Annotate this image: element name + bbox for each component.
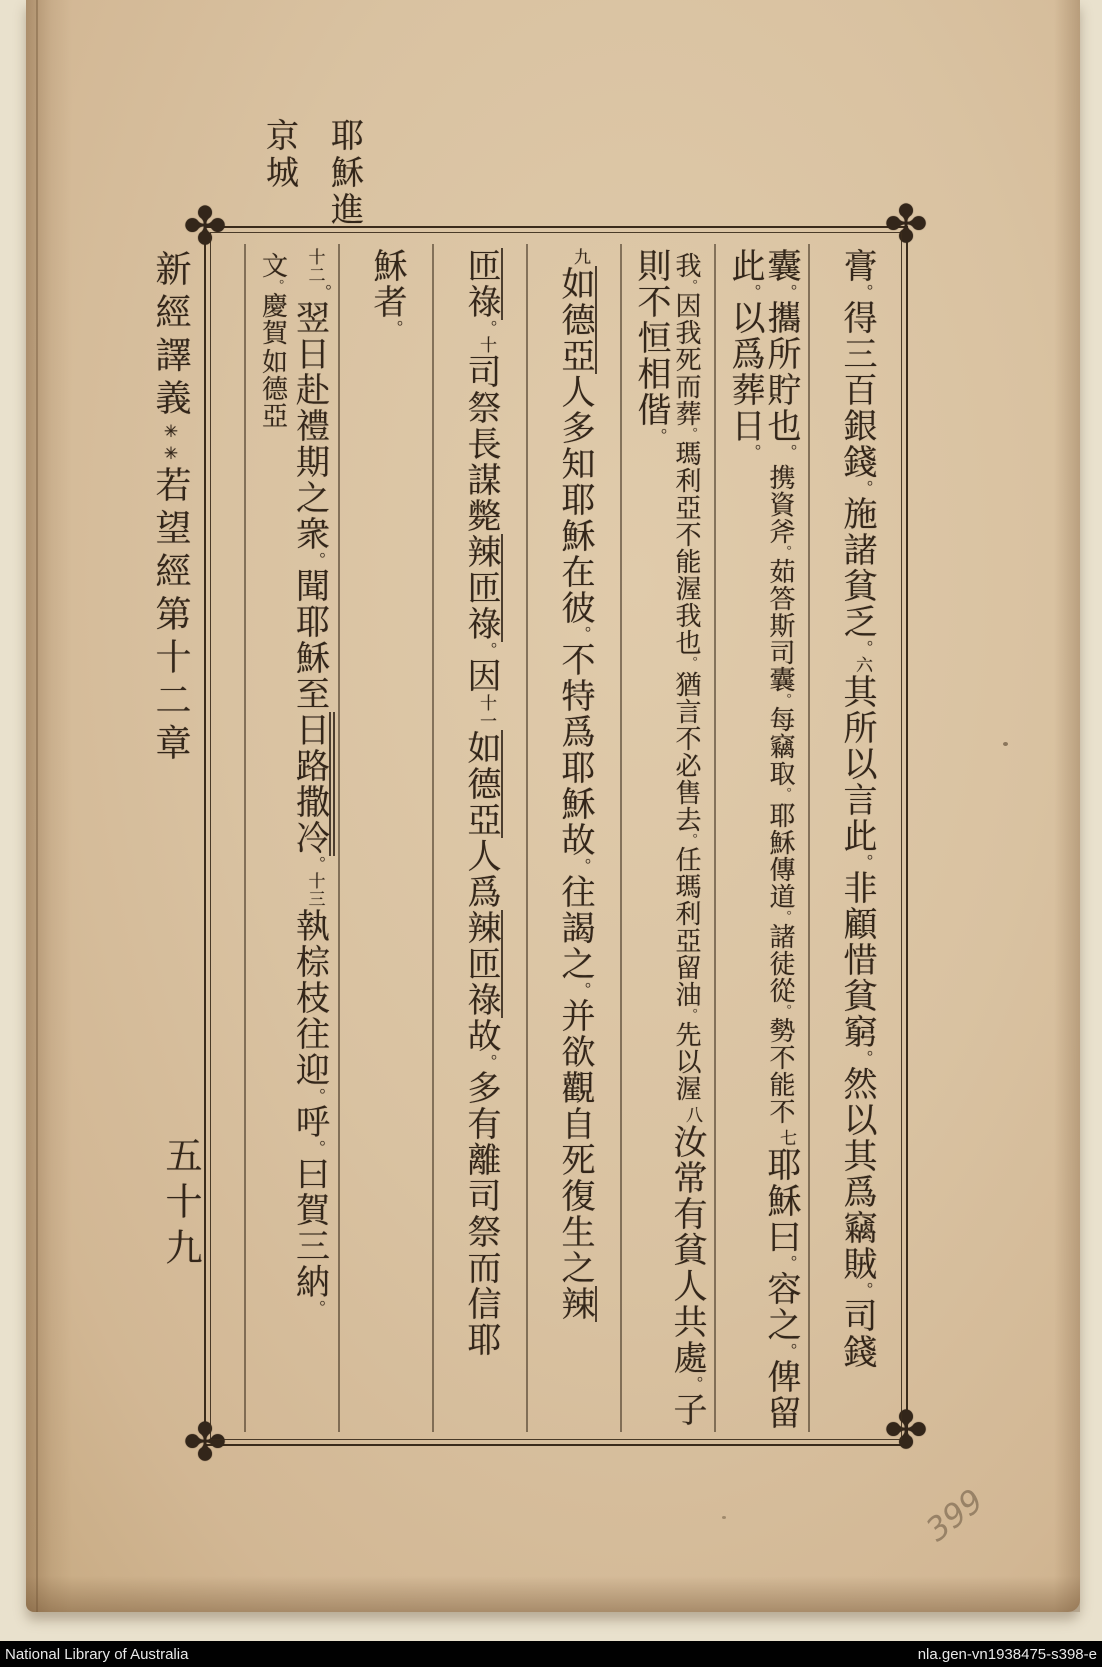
period-mark: 。 bbox=[479, 320, 497, 336]
period-mark: 。 bbox=[855, 1282, 873, 1298]
inline-commentary bbox=[672, 252, 700, 1102]
period-mark: 。 bbox=[779, 1255, 797, 1271]
text-columns bbox=[244, 244, 902, 1432]
scripture-text: 其所以言此。非顧惜貧窮。然以其爲竊賊。司錢 bbox=[838, 674, 876, 1370]
scripture-text: 故。多有離司祭而信耶 bbox=[462, 1018, 500, 1358]
page-edge-bottom bbox=[26, 1576, 1080, 1612]
period-mark: 。 bbox=[855, 480, 873, 496]
text-column bbox=[432, 244, 526, 1432]
ink-speck bbox=[1003, 742, 1008, 746]
period-mark: 。 bbox=[269, 279, 285, 292]
text-column bbox=[620, 244, 714, 1432]
period-mark: 。 bbox=[683, 427, 699, 440]
verse-number: 六 bbox=[853, 656, 873, 674]
verse-number: 十三 bbox=[305, 872, 325, 908]
chapter-title: 若望經第十二章 bbox=[151, 466, 191, 767]
period-mark: 。 bbox=[683, 1008, 699, 1021]
pencil-annotation: 399 bbox=[918, 1481, 991, 1549]
commentary-subcolumn: 文。慶賀 bbox=[258, 252, 288, 346]
page-edge-line bbox=[36, 0, 38, 1612]
period-mark: 。 bbox=[855, 854, 873, 870]
scripture-text: 辣 bbox=[556, 1286, 597, 1322]
page-edge-right bbox=[1054, 0, 1080, 1612]
period-mark: 。 bbox=[743, 284, 760, 300]
period-mark: 。 bbox=[685, 1376, 703, 1392]
period-mark: 。 bbox=[307, 856, 325, 872]
period-mark: 。 bbox=[649, 428, 666, 444]
scripture-text: 執棕枝往迎。呼。曰賀三納。 bbox=[290, 908, 328, 1316]
text-column bbox=[526, 244, 620, 1432]
scripture-text: 辣匝祿 bbox=[462, 910, 503, 1018]
scripture-text: 匝祿 bbox=[462, 248, 503, 320]
running-header-left: 京城 bbox=[261, 118, 297, 192]
text-column bbox=[714, 244, 808, 1432]
period-mark: 。 bbox=[385, 320, 403, 336]
period-mark: 。 bbox=[777, 787, 793, 800]
book-title: 新經譯義 bbox=[151, 250, 191, 422]
scripture-text: 汝常有貧人共處。子則不恒相偕。 bbox=[632, 248, 706, 1428]
period-mark: 。 bbox=[313, 284, 331, 300]
scanned-page bbox=[26, 0, 1080, 1612]
verse-number: 十一 bbox=[477, 694, 497, 730]
margin-title bbox=[146, 250, 197, 767]
commentary-subcolumn: 如德亞 bbox=[258, 348, 288, 429]
period-mark: 。 bbox=[479, 642, 497, 658]
period-mark: 。 bbox=[573, 858, 591, 874]
period-mark: 。 bbox=[307, 552, 325, 568]
period-mark: 。 bbox=[683, 656, 699, 669]
period-mark: 。 bbox=[777, 545, 793, 558]
period-mark: 。 bbox=[683, 279, 699, 292]
inline-commentary bbox=[258, 252, 286, 429]
scripture-text: 人爲 bbox=[462, 838, 500, 910]
corner-cross-ornament-top-right: ✤ bbox=[884, 197, 928, 254]
period-mark: 。 bbox=[777, 693, 793, 706]
verse-number: 十二。 bbox=[305, 248, 331, 300]
scripture-text: 囊。攜所貯也。 bbox=[762, 248, 800, 460]
scripture-text: 如德亞 bbox=[462, 730, 503, 838]
period-mark: 。 bbox=[777, 910, 793, 923]
scripture-text: 翌日赴禮期之衆。聞耶穌至 bbox=[290, 300, 328, 712]
period-mark: 。 bbox=[779, 1343, 797, 1359]
scripture-text: 人多知耶穌在彼。不特爲耶穌故。往謁之。并欲觀自死復生之 bbox=[556, 374, 594, 1286]
scripture-text: 穌者。 bbox=[368, 248, 406, 336]
page-number: 五十九 bbox=[159, 1136, 200, 1274]
period-mark: 。 bbox=[307, 1140, 325, 1156]
verse-number: 八 bbox=[683, 1106, 703, 1124]
corner-cross-ornament-bottom-left: ✤ bbox=[183, 1415, 227, 1472]
corner-cross-ornament-top-left: ✤ bbox=[183, 199, 227, 256]
period-mark: 。 bbox=[855, 284, 873, 300]
printed-border-frame bbox=[183, 197, 928, 1472]
scripture-text: 辣匝祿 bbox=[462, 534, 503, 642]
period-mark: 。 bbox=[779, 444, 797, 460]
asterisk-marks: ✳✳ bbox=[162, 422, 181, 466]
text-column bbox=[244, 244, 338, 1432]
ink-speck bbox=[722, 1516, 726, 1519]
running-header-right: 耶穌進 bbox=[326, 118, 362, 229]
scripture-text bbox=[462, 320, 499, 336]
caption-bar bbox=[0, 1641, 1102, 1667]
scripture-text: 如德亞 bbox=[556, 266, 597, 374]
period-mark: 。 bbox=[573, 626, 591, 642]
library-caption: National Library of Australia bbox=[5, 1645, 189, 1663]
text-column bbox=[338, 244, 432, 1432]
scripture-text: 膏。得三百銀錢。施諸貧乏。 bbox=[838, 248, 876, 656]
running-header bbox=[261, 118, 368, 229]
period-mark: 。 bbox=[479, 1054, 497, 1070]
period-mark: 。 bbox=[743, 444, 760, 460]
period-mark: 。 bbox=[683, 833, 699, 846]
verse-number: 九 bbox=[571, 248, 591, 266]
period-mark: 。 bbox=[307, 1300, 325, 1316]
commentary-subcolumn: 我。因我死而葬。瑪利亞不能渥我也。 bbox=[672, 252, 702, 669]
scripture-text: 日路撒冷 bbox=[291, 712, 335, 856]
page-edge-left bbox=[26, 0, 72, 1612]
scripture-text: 。因 bbox=[462, 642, 500, 694]
period-mark: 。 bbox=[855, 1050, 873, 1066]
scripture-text bbox=[291, 856, 328, 872]
text-column bbox=[808, 244, 902, 1432]
scripture-text: 耶穌曰。容之。俾留此。以爲葬日。 bbox=[726, 248, 800, 1431]
period-mark: 。 bbox=[307, 1088, 325, 1104]
inline-commentary bbox=[766, 464, 794, 1125]
corner-cross-ornament-bottom-right: ✤ bbox=[884, 1402, 928, 1460]
verse-number: 七 bbox=[777, 1129, 797, 1147]
period-mark: 。 bbox=[855, 640, 873, 656]
commentary-subcolumn: 耶穌傳道。諸徒從。勢不能不 bbox=[766, 802, 796, 1125]
commentary-subcolumn: 携資斧。茹答斯司囊。每竊取。 bbox=[766, 464, 796, 800]
period-mark: 。 bbox=[573, 982, 591, 998]
verse-number: 十 bbox=[477, 336, 497, 354]
image-identifier: nla.gen-vn1938475-s398-e bbox=[917, 1645, 1097, 1663]
commentary-subcolumn: 猶言不必售去。任瑪利亞留油。先以渥 bbox=[672, 671, 702, 1102]
period-mark: 。 bbox=[779, 284, 797, 300]
scripture-text: 司祭長謀斃 bbox=[462, 354, 500, 534]
period-mark: 。 bbox=[777, 1004, 793, 1017]
